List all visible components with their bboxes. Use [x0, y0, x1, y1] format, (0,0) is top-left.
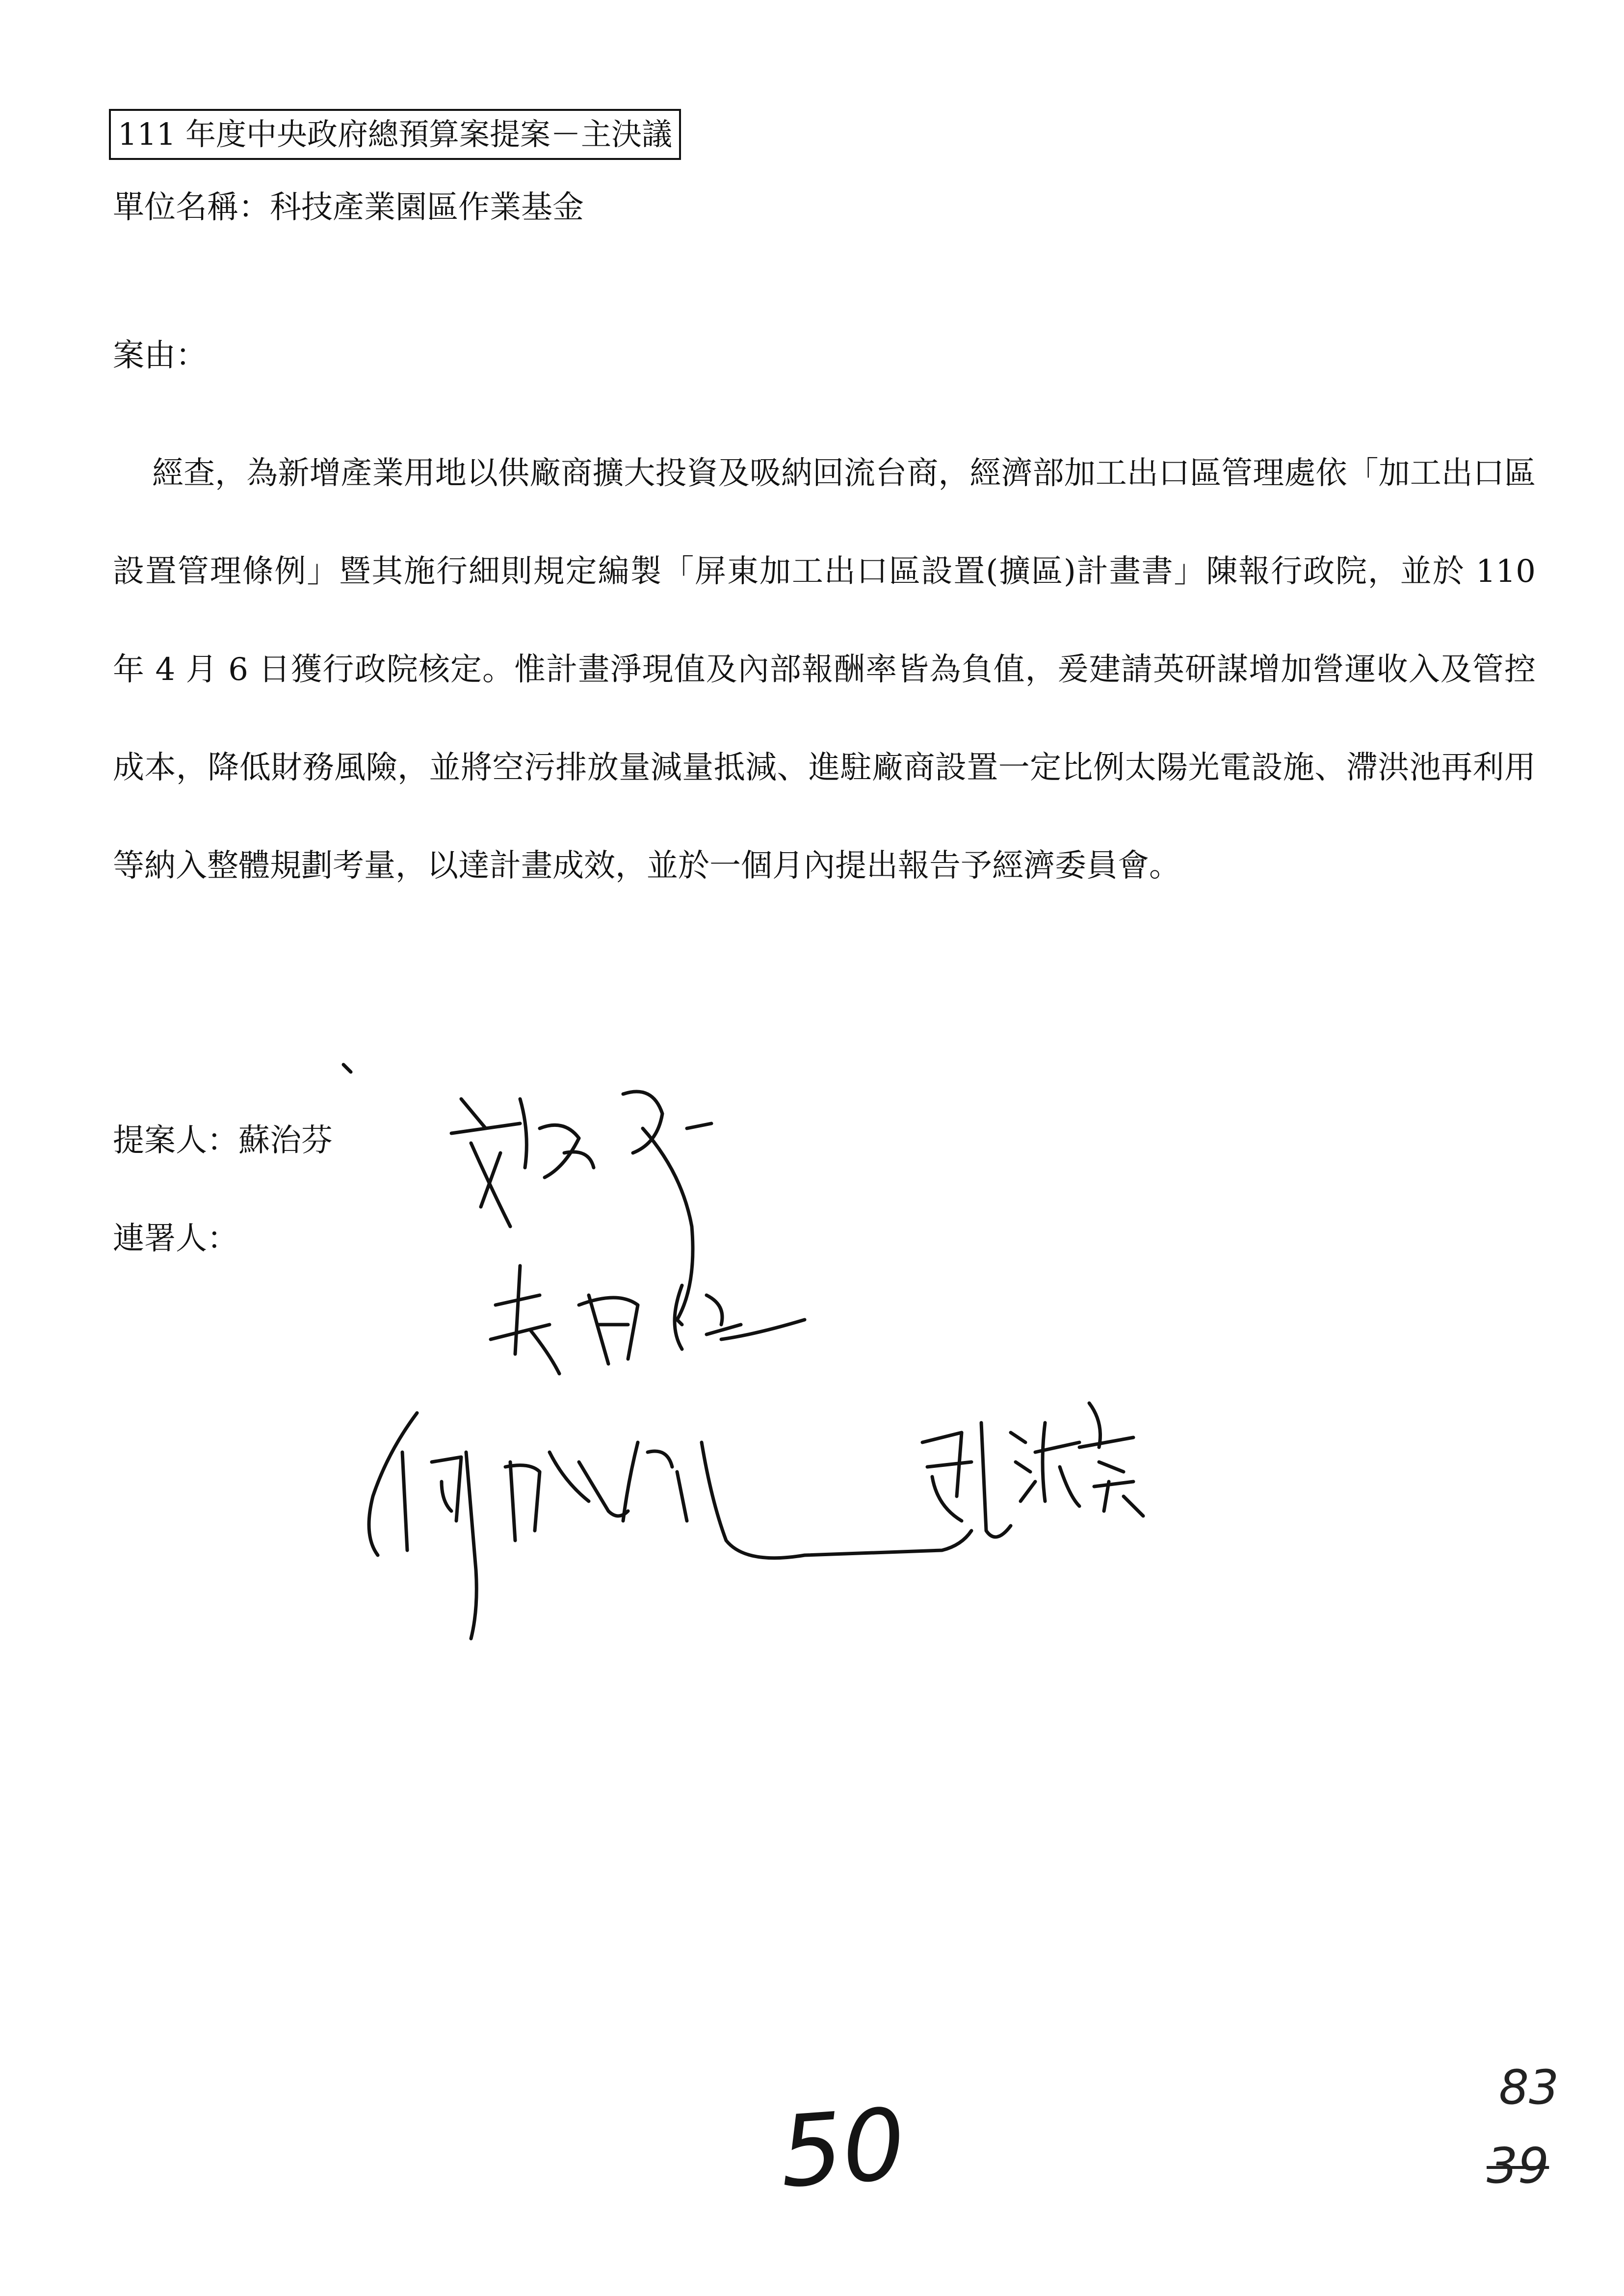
signature-3 — [369, 1413, 971, 1639]
page-mark-struck: 39 — [1487, 2137, 1549, 2194]
cosigner-line: 連署人： — [113, 1221, 238, 1257]
proposal-body: 經查，為新增產業用地以供廠商擴大投資及吸納回流台商，經濟部加工出口區管理處依「加工出口區設置管理條例」暨其施行細則規定編製「屏東加工出口區設置(擴區)計畫書」陳報行政院，並於 110 年 4 月 6 日獲行政院核定。惟計畫淨現值及內部報酬率皆為負值，爰建請英研謀增加營運收入及管控成本，降低財務風險，並將空污排放量減量抵減、進駐廠商設置一定比例太陽光電設施、滯洪池再利用等納入整體規劃考量，以達計畫成效，並於一個月內提出報告予經濟委員會。 — [113, 455, 1536, 884]
document-title: 111 年度中央政府總預算案提案－主決議 — [109, 109, 681, 160]
signature-4 — [922, 1403, 1143, 1537]
unit-name-line: 單位名稱：科技產業園區作業基金 — [113, 189, 584, 226]
handwritten-page-number: 50 — [776, 2087, 909, 2210]
page-mark-current: 83 — [1499, 2060, 1559, 2115]
signature-2 — [491, 1266, 805, 1374]
subject-label: 案由： — [113, 338, 207, 374]
signature-1 — [451, 1092, 711, 1325]
stray-mark — [343, 1065, 351, 1072]
proposer-line: 提案人：蘇治芬 — [113, 1122, 333, 1159]
